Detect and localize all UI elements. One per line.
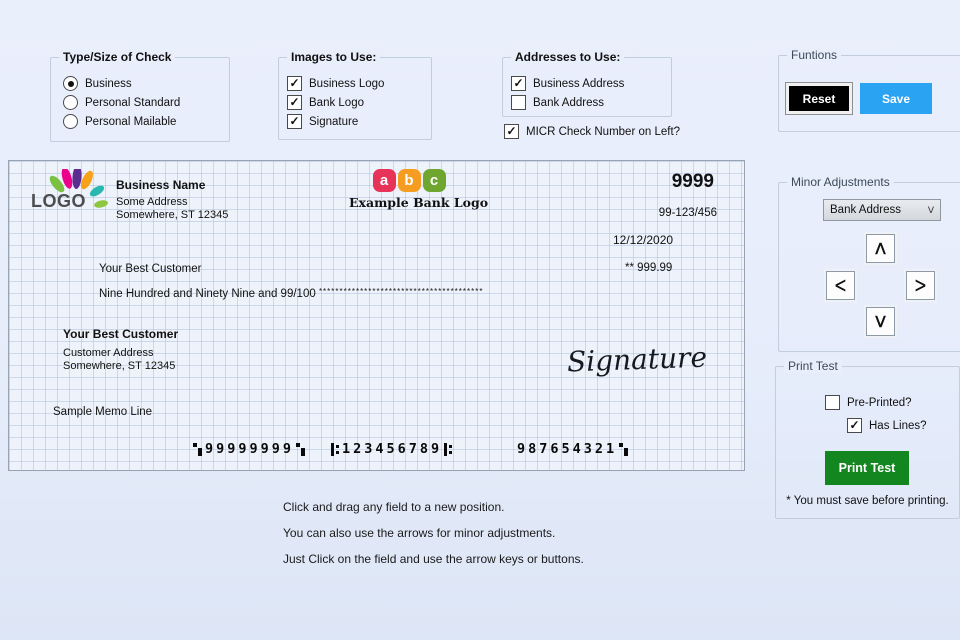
field-selector-value: Bank Address [830,204,901,216]
bank-logo-field[interactable] [349,169,489,210]
micr-onus-icon [619,443,629,456]
save-before-printing-note: * You must save before printing. [786,495,949,507]
bank-logo-tile-b: b [398,169,421,192]
checkbox-pre-printed-control[interactable] [825,395,840,410]
checkbox-pre-printed-label: Pre-Printed? [847,396,912,409]
save-button[interactable]: Save [860,83,932,114]
arrow-right-icon: ᐳ [915,277,926,295]
instruction-line-1: Click and drag any field to a new position. [283,500,505,514]
group-addresses-to-use [502,50,672,117]
memo-field[interactable]: Sample Memo Line [53,406,153,418]
radio-business-label: Business [85,77,132,90]
radio-personal-mailable[interactable] [63,114,176,129]
bank-logo-tiles [349,169,469,192]
group-minor-adjustments-title: Minor Adjustments [787,175,894,189]
micr-routing-digits: 123456789 [342,441,443,457]
checkbox-business-logo-label: Business Logo [309,77,385,90]
group-functions-title: Funtions [787,48,841,62]
checkbox-has-lines[interactable] [847,418,927,433]
radio-personal-mailable-control[interactable] [63,114,78,129]
group-functions [778,48,960,132]
checkbox-bank-address-label: Bank Address [533,96,604,109]
micr-routing-field[interactable] [329,441,455,457]
group-print-test-title: Print Test [784,359,842,373]
checkbox-bank-address[interactable] [511,95,604,110]
radio-personal-mailable-label: Personal Mailable [85,115,177,128]
amount-words-field[interactable] [99,287,483,300]
checkbox-business-address-control[interactable]: ✓ [511,76,526,91]
radio-business[interactable] [63,76,132,91]
business-logo-field[interactable] [23,169,123,219]
checkbox-bank-logo-label: Bank Logo [309,96,364,109]
group-type-size [50,50,230,142]
customer-address-line1[interactable]: Customer Address [63,347,154,359]
customer-address-line2[interactable]: Somewhere, ST 12345 [63,360,176,372]
micr-check-number-digits: 99999999 [205,441,295,457]
checkbox-bank-address-control[interactable] [511,95,526,110]
checkbox-bank-logo[interactable] [287,95,364,110]
signature-field[interactable]: Signature [566,340,708,379]
payee-field[interactable]: Your Best Customer [99,263,202,275]
amount-words-stars: **************************************** [318,287,484,296]
checkbox-has-lines-control[interactable]: ✓ [847,418,862,433]
chevron-down-icon: ᐯ [927,204,934,215]
group-images-to-use [278,50,432,140]
amount-field[interactable]: ** 999.99 [625,262,673,274]
micr-transit-icon [444,443,453,456]
date-field[interactable]: 12/12/2020 [613,233,674,247]
customer-name-field[interactable]: Your Best Customer [63,327,179,341]
micr-account-field[interactable] [517,441,631,457]
nudge-right-button[interactable] [906,271,935,300]
checkbox-signature[interactable] [287,114,358,129]
bank-logo-tile-a: a [373,169,396,192]
print-test-button[interactable]: Print Test [825,451,909,485]
nudge-up-button[interactable] [866,234,895,263]
micr-onus-icon [296,443,306,456]
checkbox-has-lines-label: Has Lines? [869,419,927,432]
business-logo-text: LOGO [31,191,86,211]
checkbox-signature-control[interactable]: ✓ [287,114,302,129]
group-print-test [775,359,960,519]
micr-check-number-field[interactable] [191,441,308,457]
arrow-left-icon: ᐸ [835,277,846,295]
radio-business-control[interactable] [63,76,78,91]
check-preview[interactable] [8,160,745,471]
group-minor-adjustments [778,175,960,352]
checkbox-signature-label: Signature [309,115,359,128]
arrow-down-icon: ᐯ [875,313,886,331]
checkbox-business-logo-control[interactable]: ✓ [287,76,302,91]
bank-logo-caption: Example Bank Logo [349,195,489,210]
micr-account-digits: 987654321 [517,441,618,457]
group-addresses-title: Addresses to Use: [511,50,624,64]
checkbox-micr-left[interactable] [504,124,680,139]
checkbox-pre-printed[interactable] [825,395,912,410]
arrow-up-icon: ᐱ [875,240,886,258]
nudge-down-button[interactable] [866,307,895,336]
reset-button[interactable]: Reset [786,83,852,114]
business-name-field[interactable]: Business Name [116,178,206,192]
business-address-line2[interactable]: Somewhere, ST 12345 [116,209,229,221]
checkbox-bank-logo-control[interactable]: ✓ [287,95,302,110]
micr-onus-icon [193,443,203,456]
instruction-line-2: You can also use the arrows for minor adjustments. [283,526,556,540]
instruction-line-3: Just Click on the field and use the arrow keys or buttons. [283,552,584,566]
radio-personal-standard-control[interactable] [63,95,78,110]
fraction-field[interactable]: 99-123/456 [658,207,717,219]
bank-logo-tile-c: c [423,169,446,192]
business-address-line1[interactable]: Some Address [116,196,188,208]
amount-words-text: Nine Hundred and Ninety Nine and 99/100 [99,288,316,300]
micr-transit-icon [331,443,340,456]
checkbox-business-address-label: Business Address [533,77,625,90]
group-images-title: Images to Use: [287,50,380,64]
checkbox-micr-left-label: MICR Check Number on Left? [526,125,681,138]
radio-personal-standard[interactable] [63,95,180,110]
nudge-left-button[interactable] [826,271,855,300]
radio-personal-standard-label: Personal Standard [85,96,181,109]
field-selector-dropdown[interactable] [823,199,941,221]
check-number-field[interactable]: 9999 [671,171,714,192]
checkbox-business-logo[interactable] [287,76,384,91]
group-type-size-title: Type/Size of Check [59,50,175,64]
checkbox-business-address[interactable] [511,76,624,91]
checkbox-micr-left-control[interactable]: ✓ [504,124,519,139]
